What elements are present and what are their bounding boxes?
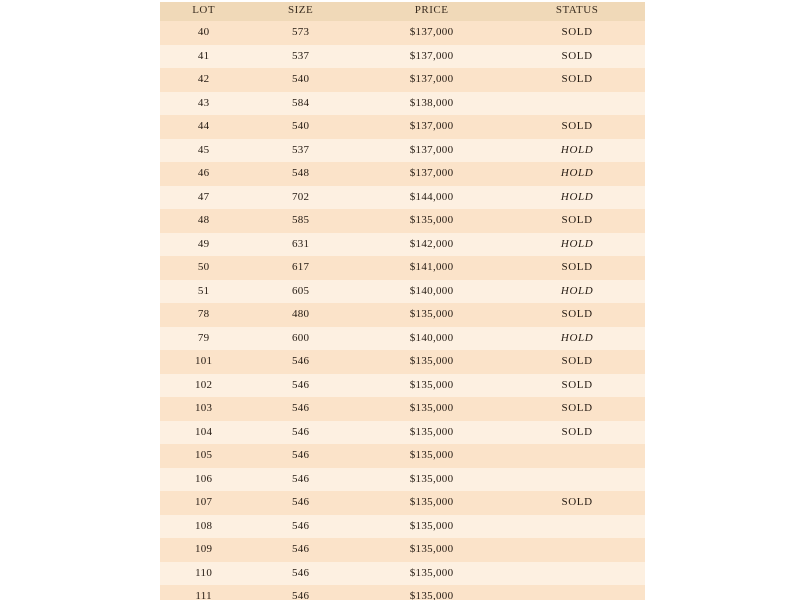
cell-price: $135,000 xyxy=(354,468,509,492)
cell-lot: 49 xyxy=(160,233,247,257)
cell-price: $137,000 xyxy=(354,21,509,45)
table-row xyxy=(160,515,645,539)
cell-lot: 108 xyxy=(160,515,247,539)
cell-price: $137,000 xyxy=(354,139,509,163)
cell-status: HOLD xyxy=(509,186,645,210)
cell-status: SOLD xyxy=(509,350,645,374)
cell-size: 546 xyxy=(247,374,354,398)
cell-status: HOLD xyxy=(509,162,645,186)
cell-lot: 101 xyxy=(160,350,247,374)
cell-status: SOLD xyxy=(509,491,645,515)
cell-status xyxy=(509,444,645,468)
cell-price: $137,000 xyxy=(354,115,509,139)
cell-price: $144,000 xyxy=(354,186,509,210)
cell-size: 480 xyxy=(247,303,354,327)
column-header-status: STATUS xyxy=(509,0,645,21)
table-body xyxy=(160,21,645,600)
cell-price: $135,000 xyxy=(354,562,509,586)
cell-status: HOLD xyxy=(509,280,645,304)
cell-size: 546 xyxy=(247,491,354,515)
cell-price: $135,000 xyxy=(354,515,509,539)
table-row xyxy=(160,538,645,562)
cell-status: SOLD xyxy=(509,421,645,445)
table-header xyxy=(160,0,645,21)
table-row xyxy=(160,280,645,304)
cell-size: 537 xyxy=(247,45,354,69)
table-row xyxy=(160,115,645,139)
cell-status: HOLD xyxy=(509,139,645,163)
cell-size: 546 xyxy=(247,468,354,492)
cell-status xyxy=(509,92,645,116)
cell-status: SOLD xyxy=(509,21,645,45)
cell-price: $140,000 xyxy=(354,280,509,304)
cell-lot: 42 xyxy=(160,68,247,92)
cell-price: $135,000 xyxy=(354,374,509,398)
cell-price: $135,000 xyxy=(354,491,509,515)
cell-price: $135,000 xyxy=(354,421,509,445)
table-row xyxy=(160,233,645,257)
lot-price-table-container xyxy=(160,0,645,600)
table-row xyxy=(160,444,645,468)
table-row xyxy=(160,374,645,398)
table-header-row xyxy=(160,0,645,21)
cell-lot: 40 xyxy=(160,21,247,45)
cell-status xyxy=(509,538,645,562)
cell-lot: 51 xyxy=(160,280,247,304)
cell-lot: 50 xyxy=(160,256,247,280)
cell-size: 546 xyxy=(247,585,354,600)
cell-lot: 107 xyxy=(160,491,247,515)
cell-size: 540 xyxy=(247,68,354,92)
table-row xyxy=(160,21,645,45)
cell-lot: 43 xyxy=(160,92,247,116)
table-row xyxy=(160,327,645,351)
cell-lot: 103 xyxy=(160,397,247,421)
cell-price: $135,000 xyxy=(354,444,509,468)
table-row xyxy=(160,585,645,600)
cell-price: $141,000 xyxy=(354,256,509,280)
cell-size: 546 xyxy=(247,350,354,374)
cell-lot: 104 xyxy=(160,421,247,445)
cell-status xyxy=(509,468,645,492)
table-row xyxy=(160,92,645,116)
cell-lot: 45 xyxy=(160,139,247,163)
cell-status: SOLD xyxy=(509,209,645,233)
cell-price: $142,000 xyxy=(354,233,509,257)
cell-status xyxy=(509,515,645,539)
table-row xyxy=(160,468,645,492)
table-row xyxy=(160,162,645,186)
cell-status: SOLD xyxy=(509,374,645,398)
cell-status: SOLD xyxy=(509,115,645,139)
cell-lot: 41 xyxy=(160,45,247,69)
cell-price: $137,000 xyxy=(354,162,509,186)
cell-price: $135,000 xyxy=(354,585,509,600)
cell-lot: 46 xyxy=(160,162,247,186)
column-header-lot: LOT xyxy=(160,0,247,21)
cell-size: 537 xyxy=(247,139,354,163)
table-row xyxy=(160,68,645,92)
table-row xyxy=(160,45,645,69)
cell-price: $138,000 xyxy=(354,92,509,116)
cell-size: 548 xyxy=(247,162,354,186)
cell-price: $135,000 xyxy=(354,350,509,374)
cell-size: 584 xyxy=(247,92,354,116)
table-row xyxy=(160,491,645,515)
table-row xyxy=(160,397,645,421)
cell-lot: 106 xyxy=(160,468,247,492)
cell-price: $135,000 xyxy=(354,303,509,327)
cell-size: 546 xyxy=(247,397,354,421)
cell-size: 605 xyxy=(247,280,354,304)
column-header-size: SIZE xyxy=(247,0,354,21)
table-row xyxy=(160,421,645,445)
column-header-price: PRICE xyxy=(354,0,509,21)
cell-lot: 78 xyxy=(160,303,247,327)
cell-status: HOLD xyxy=(509,233,645,257)
table-row xyxy=(160,350,645,374)
table-row xyxy=(160,256,645,280)
cell-status xyxy=(509,585,645,600)
cell-size: 573 xyxy=(247,21,354,45)
cell-lot: 102 xyxy=(160,374,247,398)
cell-price: $135,000 xyxy=(354,538,509,562)
table-row xyxy=(160,139,645,163)
cell-status: SOLD xyxy=(509,68,645,92)
cell-status: SOLD xyxy=(509,303,645,327)
cell-lot: 48 xyxy=(160,209,247,233)
cell-lot: 105 xyxy=(160,444,247,468)
cell-size: 600 xyxy=(247,327,354,351)
cell-status: SOLD xyxy=(509,397,645,421)
cell-price: $135,000 xyxy=(354,209,509,233)
cell-lot: 110 xyxy=(160,562,247,586)
cell-size: 546 xyxy=(247,421,354,445)
lot-price-table xyxy=(160,0,645,600)
cell-size: 546 xyxy=(247,562,354,586)
cell-lot: 79 xyxy=(160,327,247,351)
cell-lot: 47 xyxy=(160,186,247,210)
cell-size: 546 xyxy=(247,515,354,539)
cell-lot: 109 xyxy=(160,538,247,562)
cell-price: $137,000 xyxy=(354,68,509,92)
cell-price: $135,000 xyxy=(354,397,509,421)
cell-price: $137,000 xyxy=(354,45,509,69)
table-row xyxy=(160,562,645,586)
cell-size: 631 xyxy=(247,233,354,257)
table-row xyxy=(160,209,645,233)
cell-status: SOLD xyxy=(509,45,645,69)
cell-lot: 111 xyxy=(160,585,247,600)
table-row xyxy=(160,303,645,327)
table-row xyxy=(160,186,645,210)
cell-status: HOLD xyxy=(509,327,645,351)
cell-size: 585 xyxy=(247,209,354,233)
cell-size: 702 xyxy=(247,186,354,210)
cell-status: SOLD xyxy=(509,256,645,280)
cell-size: 540 xyxy=(247,115,354,139)
cell-size: 546 xyxy=(247,538,354,562)
cell-status xyxy=(509,562,645,586)
cell-size: 546 xyxy=(247,444,354,468)
cell-size: 617 xyxy=(247,256,354,280)
cell-price: $140,000 xyxy=(354,327,509,351)
cell-lot: 44 xyxy=(160,115,247,139)
